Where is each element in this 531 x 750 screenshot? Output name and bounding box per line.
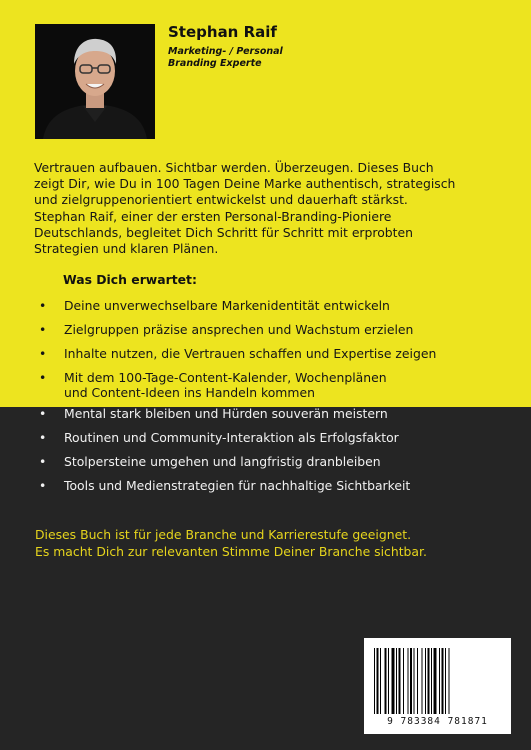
- barcode-bar: [434, 648, 437, 714]
- bullet-icon: •: [39, 478, 47, 493]
- intro-line: und zielgruppenorientiert entwickelst und dauerhaft stärkst.: [34, 192, 408, 208]
- bullet-icon: •: [39, 298, 47, 313]
- barcode-bar: [428, 648, 430, 714]
- barcode-bar: [445, 648, 446, 714]
- bullet-icon: •: [39, 322, 47, 337]
- barcode-bar: [399, 648, 401, 714]
- author-role-line: Branding Experte: [168, 58, 262, 69]
- list-item-text: und Content-Ideen ins Handeln kommen: [64, 385, 315, 400]
- bullet-icon: •: [39, 454, 47, 469]
- intro-line: Deutschlands, begleitet Dich Schritt für Schritt mit erprobten: [34, 224, 413, 240]
- list-item-text: Mit dem 100-Tage-Content-Kalender, Wochenplänen: [64, 370, 387, 385]
- barcode-bar: [439, 648, 440, 714]
- author-role: [168, 46, 308, 70]
- intro-line: Stephan Raif, einer der ersten Personal-Branding-Pioniere: [34, 208, 392, 224]
- barcode-bar: [422, 648, 423, 714]
- list-item-text: Deine unverwechselbare Markenidentität entwickeln: [64, 298, 390, 313]
- list-item-text: Routinen und Community-Interaktion als Erfolgsfaktor: [64, 430, 399, 445]
- barcode-bar: [380, 648, 381, 714]
- barcode-bar: [374, 648, 375, 714]
- author-photo: [35, 24, 155, 139]
- barcode-bar: [431, 648, 432, 714]
- barcode-bar: [385, 648, 387, 714]
- section-heading: Was Dich erwartet:: [63, 272, 197, 287]
- barcode-bar: [425, 648, 426, 714]
- intro-paragraph: [34, 160, 504, 257]
- isbn-number: 9 783384 781871: [387, 716, 488, 727]
- intro-line: Vertrauen aufbauen. Sichtbar werden. Überzeugen. Dieses Buch: [34, 160, 434, 175]
- closing-statement: [35, 526, 505, 560]
- bullet-icon: •: [39, 406, 47, 421]
- barcode-bar: [377, 648, 379, 714]
- bullet-icon: •: [39, 346, 47, 361]
- bullet-icon: •: [39, 430, 47, 445]
- barcode-bar: [388, 648, 389, 714]
- barcode-bar: [417, 648, 418, 714]
- closing-line: Dieses Buch ist für jede Branche und Karrierestufe geeignet.: [35, 527, 412, 542]
- barcode-bar: [410, 648, 412, 714]
- barcode-bar: [396, 648, 397, 714]
- barcode-bar: [403, 648, 404, 714]
- bullet-icon: •: [39, 370, 47, 385]
- list-item-text: Inhalte nutzen, die Vertrauen schaffen und Expertise zeigen: [64, 346, 437, 361]
- intro-line: Strategien und klaren Plänen.: [34, 241, 219, 257]
- author-role-line: Marketing- / Personal: [168, 46, 283, 57]
- barcode-bars: [372, 648, 503, 714]
- barcode-bar: [449, 648, 450, 714]
- list-item-text: Mental stark bleiben und Hürden souverän meistern: [64, 406, 388, 421]
- closing-line: Es macht Dich zur relevanten Stimme Deiner Branche sichtbar.: [35, 544, 427, 559]
- list-item-text: Tools und Medienstrategien für nachhaltige Sichtbarkeit: [64, 478, 411, 493]
- barcode: [364, 638, 511, 734]
- barcode-bar: [442, 648, 444, 714]
- intro-line: zeigt Dir, wie Du in 100 Tagen Deine Marke authentisch, strategisch: [34, 176, 456, 192]
- barcode-bar: [408, 648, 409, 714]
- author-name: Stephan Raif: [168, 23, 277, 41]
- list-item-text: Stolpersteine umgehen und langfristig dranbleiben: [64, 454, 381, 469]
- barcode-bar: [414, 648, 415, 714]
- barcode-bar: [392, 648, 395, 714]
- list-item-text: Zielgruppen präzise ansprechen und Wachstum erzielen: [64, 322, 414, 337]
